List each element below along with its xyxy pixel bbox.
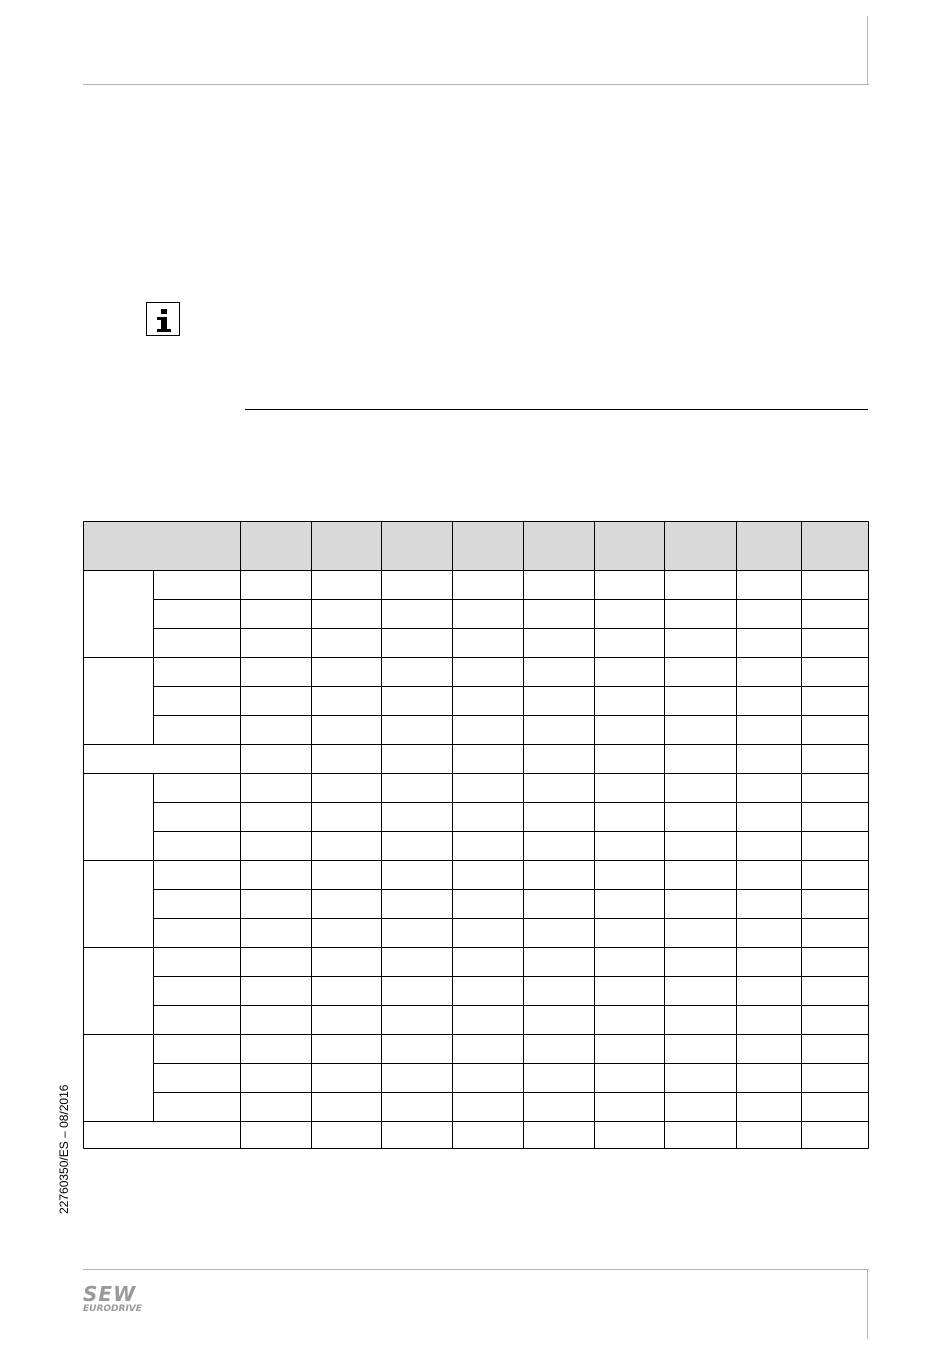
footer-margin-rule [867, 1269, 868, 1339]
info-icon [146, 302, 180, 336]
header-rule [83, 84, 869, 85]
section-rule [245, 409, 868, 410]
logo-sub: EURODRIVE [83, 1304, 142, 1314]
header-margin-rule [867, 16, 868, 85]
sew-eurodrive-logo [83, 1284, 155, 1318]
table-header-row [83, 521, 869, 570]
footer-rule [83, 1269, 869, 1270]
data-table [83, 521, 869, 1149]
logo-brand: SEW [83, 1282, 137, 1306]
document-id-label: 22760350/ES – 08/2016 [57, 1084, 71, 1214]
